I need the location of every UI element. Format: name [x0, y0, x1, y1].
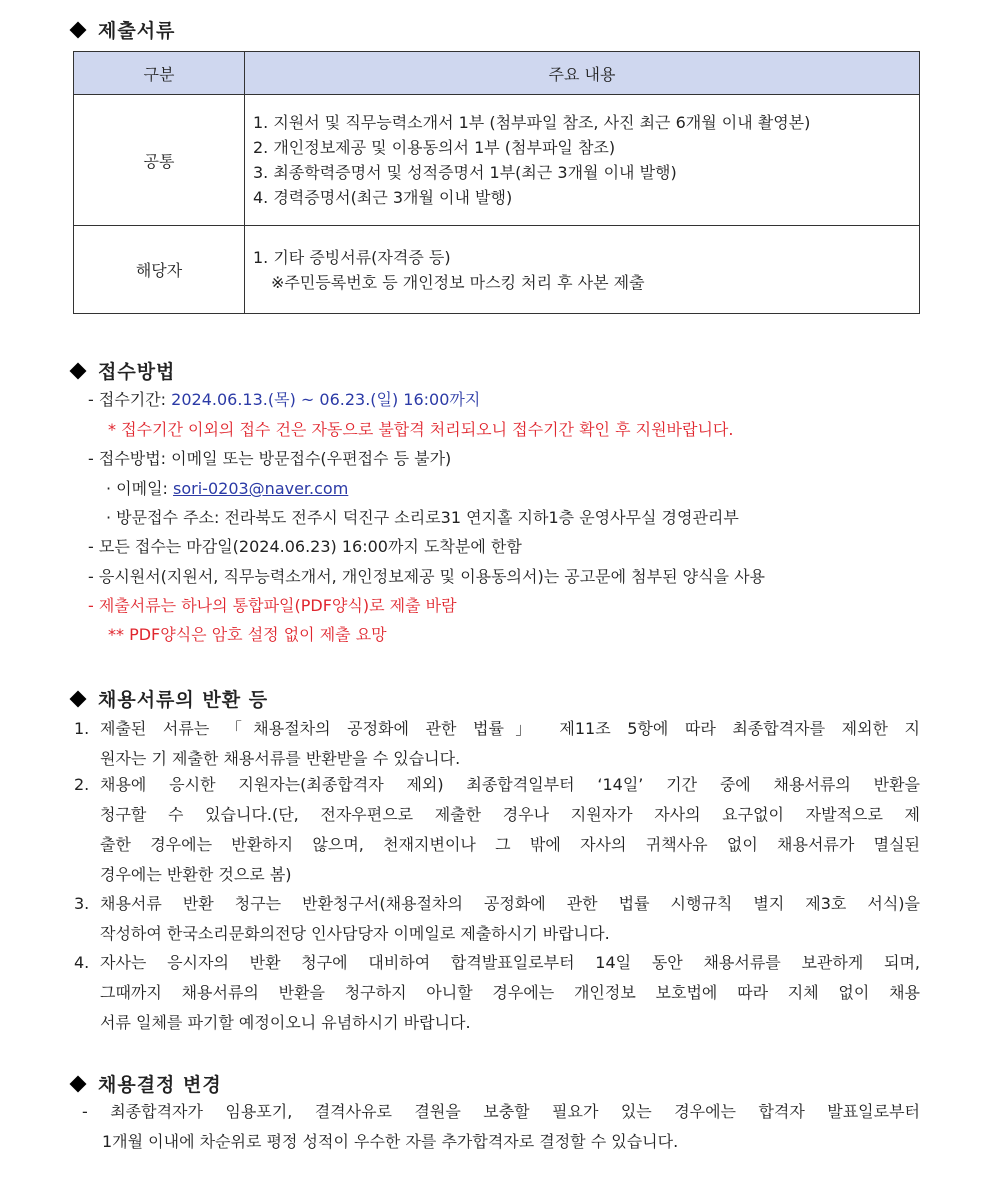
deadline-line: - 모든 접수는 마감일(2024.06.23) 16:00까지 도착분에 한함 [88, 537, 522, 556]
row-content [245, 95, 920, 226]
pdf-line: - 제출서류는 하나의 통합파일(PDF양식)로 제출 바람 [88, 596, 457, 615]
forms-line: - 응시원서(지원서, 직무능력소개서, 개인정보제공 및 이용동의서)는 공고문에 첨부된 양식을 사용 [88, 567, 765, 586]
list-item: 4. 경력증명서(최근 3개월 이내 발행) [253, 188, 513, 207]
column-header-content: 주요 내용 [245, 52, 920, 95]
email-label: · 이메일: [106, 479, 174, 498]
pdf-note: ** PDF양식은 암호 설정 없이 제출 요망 [108, 625, 387, 644]
diamond-bullet-icon [70, 362, 87, 379]
row-category: 공통 [74, 95, 245, 226]
period-note: * 접수기간 이외의 접수 건은 자동으로 불합격 처리되오니 접수기간 확인 후 지원바랍니다. [108, 420, 734, 439]
list-item: ※주민등록번호 등 개인정보 마스킹 처리 후 사본 제출 [271, 272, 645, 292]
section-heading-method [72, 357, 175, 384]
diamond-bullet-icon [70, 21, 87, 38]
item-line: 제출된 서류는 「채용절차의 공정화에 관한 법률」 제11조 5항에 따라 최종합격자를 제외한 지 [100, 719, 920, 738]
item-number: 1. [74, 719, 90, 738]
section-title: 접수방법 [98, 361, 176, 383]
section-heading-docs [72, 16, 175, 43]
item-line: 작성하여 한국소리문화의전당 인사담당자 이메일로 제출하시기 바랍니다. [100, 924, 610, 943]
diamond-bullet-icon [70, 690, 87, 707]
period-line [88, 390, 480, 410]
item-line: 그때까지 채용서류의 반환을 청구하지 아니할 경우에는 개인정보 보호법에 따라 지체 없이 채용 [100, 983, 920, 1002]
item-line: 채용에 응시한 지원자는(최종합격자 제외) 최종합격일부터 ‘14일’ 기간 중에 채용서류의 반환을 [100, 775, 920, 794]
item-number: 3. [74, 894, 90, 913]
item-line: 경우에는 반환한 것으로 봄) [100, 865, 292, 884]
column-header-category: 구분 [74, 52, 245, 95]
item-number: 4. [74, 953, 90, 972]
period-value: 2024.06.13.(목) ~ 06.23.(일) 16:00까지 [171, 390, 481, 409]
item-line: 자사는 응시자의 반환 청구에 대비하여 합격발표일로부터 14일 동안 채용서류를 보관하게 되며, [100, 953, 920, 972]
list-item: 3. 최종학력증명서 및 성적증명서 1부(최근 3개월 이내 발행) [253, 163, 677, 182]
item-line: 채용서류 반환 청구는 반환청구서(채용절차의 공정화에 관한 법률 시행규칙 별지 제3호 서식)을 [100, 894, 920, 913]
section-title: 제출서류 [98, 20, 176, 42]
return-item-1 [74, 714, 920, 774]
email-link[interactable]: sori-0203@naver.com [173, 479, 349, 498]
return-item-3 [74, 889, 920, 949]
section-title: 채용서류의 반환 등 [98, 689, 269, 711]
row-content [245, 226, 920, 314]
return-item-4 [74, 948, 920, 1038]
change-paragraph [82, 1097, 920, 1157]
item-line: 출한 경우에는 반환하지 않으며, 천재지변이나 그 밖에 자사의 귀책사유 없이 채용서류가 멸실된 [100, 835, 920, 854]
row-category: 해당자 [74, 226, 245, 314]
item-line: 원자는 기 제출한 채용서류를 반환받을 수 있습니다. [100, 749, 461, 768]
period-label: - 접수기간: [88, 390, 172, 409]
list-item: 1. 기타 증빙서류(자격증 등) [253, 247, 451, 267]
change-line: - 최종합격자가 임용포기, 결격사유로 결원을 보충할 필요가 있는 경우에는 합격자 발표일로부터 [82, 1102, 920, 1121]
table-row [74, 226, 920, 314]
email-line [106, 479, 348, 499]
table-header-row [74, 52, 920, 95]
visit-address: · 방문접수 주소: 전라북도 전주시 덕진구 소리로31 연지홀 지하1층 운영사무실 경영관리부 [106, 508, 739, 527]
diamond-bullet-icon [70, 1075, 87, 1092]
section-title: 채용결정 변경 [98, 1074, 222, 1096]
list-item: 1. 지원서 및 직무능력소개서 1부 (첨부파일 참조, 사진 최근 6개월 이내 촬영본) [253, 113, 811, 132]
table-row [74, 95, 920, 226]
return-item-2 [74, 770, 920, 890]
section-heading-change [72, 1070, 222, 1097]
item-line: 청구할 수 있습니다.(단, 전자우편으로 제출한 경우나 지원자가 자사의 요구없이 자발적으로 제 [100, 805, 920, 824]
item-number: 2. [74, 775, 90, 794]
documents-table [73, 51, 920, 314]
method-way: - 접수방법: 이메일 또는 방문접수(우편접수 등 불가) [88, 449, 452, 468]
change-line: 1개월 이내에 차순위로 평정 성적이 우수한 자를 추가합격자로 결정할 수 있습니다. [102, 1132, 679, 1151]
section-heading-return [72, 685, 268, 712]
list-item: 2. 개인정보제공 및 이용동의서 1부 (첨부파일 참조) [253, 138, 616, 157]
item-line: 서류 일체를 파기할 예정이오니 유념하시기 바랍니다. [100, 1013, 471, 1032]
